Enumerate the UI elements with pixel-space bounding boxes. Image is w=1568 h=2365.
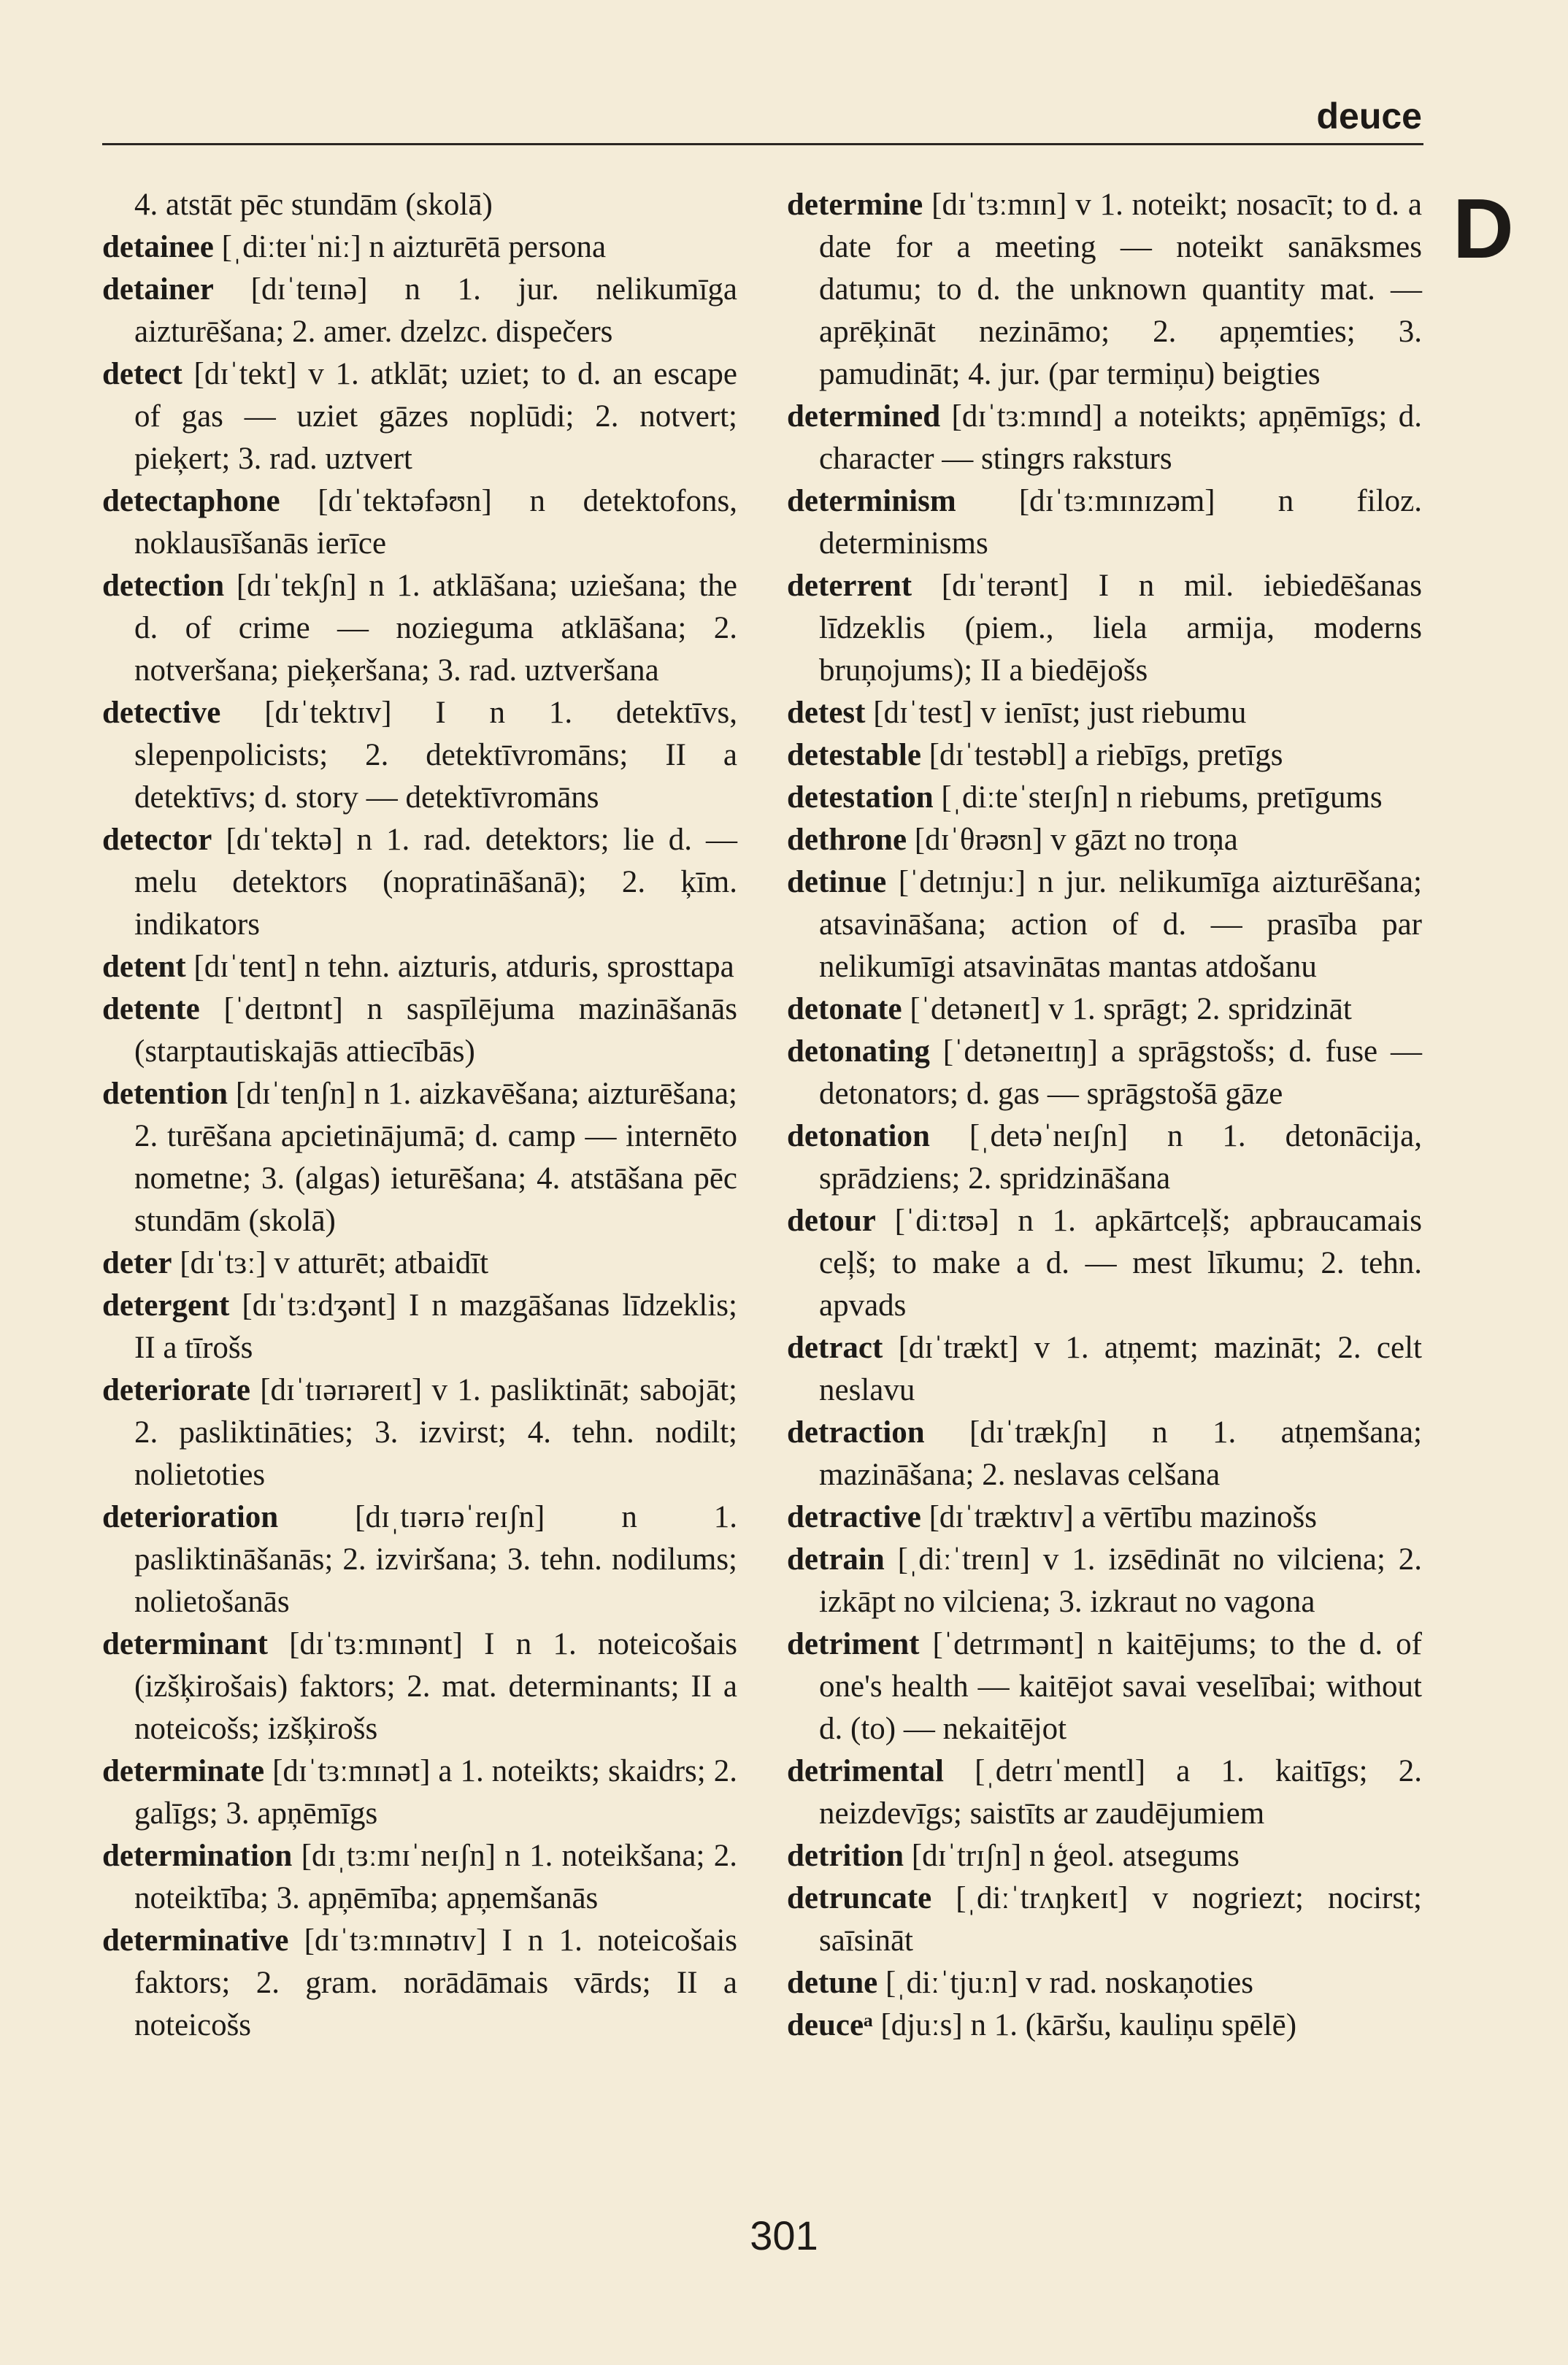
entry-pronunciation: [ˌdiːteˈsteɪʃn] bbox=[933, 780, 1109, 815]
entry-headword: detection bbox=[102, 569, 225, 603]
entry-headword: detraction bbox=[787, 1415, 925, 1450]
dictionary-entry bbox=[102, 565, 737, 692]
entry-definition: a sprāgstošs; d. fuse — detonators; d. gas — sprāgstošā gāze bbox=[819, 1034, 1422, 1111]
entry-definition: n jur. nelikumīga aizturēšana; atsavināšana; action of d. — prasība par nelikumīgi atsavinātas mantas atdošanu bbox=[819, 865, 1422, 984]
dictionary-entry bbox=[787, 777, 1422, 819]
entry-definition: n 1. detonācija, sprādziens; 2. spridzināšana bbox=[819, 1119, 1423, 1196]
entry-pronunciation: [ˈdetrɪmənt] bbox=[919, 1627, 1085, 1661]
entry-definition: n riebums, pretīgums bbox=[1108, 780, 1383, 815]
entry-headword: determine bbox=[787, 188, 923, 222]
dictionary-entry bbox=[787, 1412, 1422, 1496]
entry-definition: v 1. atņemt; mazināt; 2. celt neslavu bbox=[819, 1331, 1422, 1407]
dictionary-entry bbox=[787, 1327, 1422, 1412]
entry-pronunciation: [dɪˈtɜːmɪnd] bbox=[940, 399, 1103, 434]
dictionary-entry bbox=[787, 1115, 1422, 1200]
entry-pronunciation: [dɪˈtɜːmɪnətɪv] bbox=[288, 1923, 487, 1958]
entry-headword: detention bbox=[102, 1077, 228, 1111]
page-number: 301 bbox=[750, 2212, 818, 2258]
right-column bbox=[787, 184, 1422, 2047]
dictionary-entry bbox=[102, 1285, 737, 1369]
entry-definition: n 1. pasliktināšanās; 2. izviršana; 3. tehn. nodilums; nolietošanās bbox=[134, 1500, 737, 1619]
entry-pronunciation: [dɪˈtrækʃn] bbox=[924, 1415, 1107, 1450]
dictionary-entry bbox=[102, 988, 737, 1073]
dictionary-entry bbox=[102, 1369, 737, 1496]
entry-pronunciation: [ˌdetrɪˈmentl] bbox=[943, 1754, 1146, 1788]
entry-definition: I n mil. iebiedēšanas līdzeklis (piem., liela armija, moderns bruņojums); II a biedējošs bbox=[819, 569, 1422, 688]
entry-continuation bbox=[102, 184, 737, 226]
entry-headword: detract bbox=[787, 1331, 883, 1365]
entry-pronunciation: [ˌdiːˈtreɪn] bbox=[884, 1542, 1031, 1577]
entry-pronunciation: [dɪˈtɜː] bbox=[172, 1246, 266, 1280]
entry-pronunciation: [ˈdetɪnjuː] bbox=[886, 865, 1026, 899]
entry-definition: n 1. aizkavēšana; aizturēšana; 2. turēšana apcietinājumā; d. camp — internēto nometne; 3. (algas) ieturēšana; 4. atstāšana pēc stundām (skolā) bbox=[134, 1077, 737, 1238]
entry-headword: determined bbox=[787, 399, 941, 434]
entry-definition: n aizturētā persona bbox=[361, 230, 607, 264]
dictionary-entry bbox=[787, 988, 1422, 1031]
dictionary-entry bbox=[102, 353, 737, 480]
dictionary-entry bbox=[102, 1242, 737, 1285]
entry-headword: detune bbox=[787, 1966, 878, 2000]
entry-definition: n kaitējums; to the d. of one's health — kaitējot savai veselībai; without d. (to) — nekaitējot bbox=[819, 1627, 1422, 1746]
entry-definition: n 1. (kāršu, kauliņu spēlē) bbox=[962, 2008, 1297, 2042]
entry-pronunciation: [dɪˈtenʃn] bbox=[228, 1077, 356, 1111]
dictionary-entry bbox=[787, 1962, 1422, 2004]
entry-pronunciation: [dɪˈtektəfəʊn] bbox=[280, 484, 492, 518]
entry-headword: determinative bbox=[102, 1923, 289, 1958]
entry-definition: v rad. noskaņoties bbox=[1018, 1966, 1253, 2000]
dictionary-entry bbox=[102, 946, 737, 988]
entry-headword: determinism bbox=[787, 484, 956, 518]
entry-pronunciation: [dɪˈtɜːmɪnɪzəm] bbox=[956, 484, 1215, 518]
entry-definition: a 1. kaitīgs; 2. neizdevīgs; saistīts ar zaudējumiem bbox=[819, 1754, 1422, 1831]
dictionary-entry bbox=[787, 1496, 1422, 1539]
dictionary-entry bbox=[787, 565, 1422, 692]
entry-pronunciation: [dɪˈtestəbl] bbox=[921, 738, 1067, 772]
entry-pronunciation: [dɪˈtektɪv] bbox=[220, 696, 392, 730]
entry-pronunciation: [djuːs] bbox=[872, 2008, 963, 2042]
entry-headword: detent bbox=[102, 950, 186, 984]
entry-pronunciation: [dɪˈtektə] bbox=[212, 823, 343, 857]
entry-pronunciation: [ˌdiːteɪˈniː] bbox=[213, 230, 361, 264]
entry-definition: 4. atstāt pēc stundām (skolā) bbox=[134, 188, 493, 222]
entry-definition: a noteikts; apņēmīgs; d. character — stingrs raksturs bbox=[819, 399, 1423, 476]
entry-pronunciation: [dɪˈtrækt] bbox=[883, 1331, 1019, 1365]
entry-definition: n filoz. determinisms bbox=[819, 484, 1422, 561]
entry-headword: detainee bbox=[102, 230, 214, 264]
left-column bbox=[102, 184, 737, 2047]
entry-pronunciation: [ˌdiːˈtjuːn] bbox=[877, 1966, 1018, 2000]
dictionary-entry bbox=[787, 1623, 1422, 1750]
entry-definition: I n 1. noteicošais (izšķirošais) faktors; 2. mat. determinants; II a noteicošs; izšķirošs bbox=[134, 1627, 737, 1746]
dictionary-entry bbox=[787, 1835, 1422, 1877]
dictionary-entry bbox=[102, 1835, 737, 1920]
entry-pronunciation: [dɪˈtɜːmɪn] bbox=[923, 188, 1067, 222]
entry-pronunciation: [dɪˈtræktɪv] bbox=[921, 1500, 1074, 1534]
dictionary-entry bbox=[787, 480, 1422, 565]
entry-definition: n 1. rad. detektors; lie d. — melu detektors (nopratināšanā); 2. ķīm. indikators bbox=[134, 823, 737, 942]
entry-headword: detector bbox=[102, 823, 212, 857]
entry-pronunciation: [ˈdetəneɪtɪŋ] bbox=[929, 1034, 1099, 1069]
entry-headword: detonation bbox=[787, 1119, 930, 1153]
dictionary-entry bbox=[102, 692, 737, 819]
dictionary-entry bbox=[787, 1200, 1422, 1327]
entry-definition: v 1. pasliktināt; sabojāt; 2. pasliktināties; 3. izvirst; 4. tehn. nodilt; nolietoties bbox=[134, 1373, 737, 1492]
entry-definition: n 1. apkārtceļš; apbraucamais ceļš; to make a d. — mest līkumu; 2. tehn. apvads bbox=[819, 1204, 1422, 1323]
dictionary-entry bbox=[102, 1750, 737, 1835]
entry-definition: n 1. atņemšana; mazināšana; 2. neslavas celšana bbox=[819, 1415, 1422, 1492]
entry-pronunciation: [dɪˈθrəʊn] bbox=[907, 823, 1043, 857]
entry-pronunciation: [ˈdeɪtɒnt] bbox=[199, 992, 343, 1026]
entry-headword: detonate bbox=[787, 992, 902, 1026]
dictionary-entry bbox=[102, 226, 737, 269]
entry-pronunciation: [ˌdetəˈneɪʃn] bbox=[929, 1119, 1129, 1153]
entry-headword: detrain bbox=[787, 1542, 885, 1577]
entry-headword: deuceᵃ bbox=[787, 2008, 873, 2042]
header-rule bbox=[102, 143, 1423, 145]
entry-definition: v gāzt no troņa bbox=[1042, 823, 1238, 857]
entry-definition: a vērtību mazinošs bbox=[1073, 1500, 1318, 1534]
entry-headword: detainer bbox=[102, 272, 214, 307]
entry-pronunciation: [dɪˈtrɪʃn] bbox=[904, 1839, 1022, 1873]
dictionary-entry bbox=[102, 1496, 737, 1623]
entry-headword: detestation bbox=[787, 780, 934, 815]
entry-headword: detinue bbox=[787, 865, 887, 899]
entry-pronunciation: [dɪˈtɜːmɪnət] bbox=[264, 1754, 431, 1788]
entry-definition: n 1. jur. nelikumīga aizturēšana; 2. amer. dzelzc. dispečers bbox=[134, 272, 737, 349]
dictionary-entry bbox=[102, 480, 737, 565]
entry-headword: detriment bbox=[787, 1627, 920, 1661]
entry-pronunciation: [ˈdiːtʊə] bbox=[875, 1204, 999, 1238]
entry-definition: I n 1. detektīvs, slepenpolicists; 2. detektīvromāns; II a detektīvs; d. story — detektīvromāns bbox=[134, 696, 737, 815]
entry-headword: deteriorate bbox=[102, 1373, 250, 1407]
dictionary-entry bbox=[102, 1920, 737, 2047]
entry-headword: detour bbox=[787, 1204, 876, 1238]
entry-headword: detente bbox=[102, 992, 200, 1026]
entry-pronunciation: [dɪˈteɪnə] bbox=[213, 272, 368, 307]
dictionary-entry bbox=[102, 1623, 737, 1750]
dictionary-entry bbox=[102, 1073, 737, 1242]
entry-definition: n detektofons, noklausīšanās ierīce bbox=[134, 484, 737, 561]
entry-headword: detruncate bbox=[787, 1881, 932, 1915]
entry-headword: detonating bbox=[787, 1034, 930, 1069]
entry-headword: detestable bbox=[787, 738, 921, 772]
entry-definition: I n 1. noteicošais faktors; 2. gram. norādāmais vārds; II a noteicošs bbox=[134, 1923, 737, 2042]
dictionary-entry bbox=[787, 184, 1422, 396]
entry-pronunciation: [dɪˈtekʃn] bbox=[224, 569, 357, 603]
dictionary-entry bbox=[102, 269, 737, 353]
dictionary-entry bbox=[102, 819, 737, 946]
entry-definition: n 1. noteikšana; 2. noteiktība; 3. apņēmība; apņemšanās bbox=[134, 1839, 737, 1915]
entry-definition: n tehn. aizturis, atduris, sprosttapa bbox=[296, 950, 734, 984]
entry-headword: detrimental bbox=[787, 1754, 944, 1788]
entry-headword: detect bbox=[102, 357, 182, 391]
entry-pronunciation: [dɪˈtɜːmɪnənt] bbox=[267, 1627, 463, 1661]
entry-definition: n 1. atklāšana; uziešana; the d. of crime — nozieguma atklāšana; 2. notveršana; pieķeršana; 3. rad. uztveršana bbox=[134, 569, 737, 688]
entry-headword: dethrone bbox=[787, 823, 907, 857]
entry-headword: detectaphone bbox=[102, 484, 280, 518]
dictionary-entry bbox=[787, 1750, 1422, 1835]
entry-definition: v 1. sprāgt; 2. spridzināt bbox=[1040, 992, 1352, 1026]
entry-pronunciation: [dɪˈterənt] bbox=[912, 569, 1069, 603]
entry-headword: detrition bbox=[787, 1839, 904, 1873]
entry-definition: v ienīst; just riebumu bbox=[972, 696, 1247, 730]
entry-headword: determination bbox=[102, 1839, 293, 1873]
entry-headword: deterioration bbox=[102, 1500, 279, 1534]
entry-pronunciation: [ˈdetəneɪt] bbox=[902, 992, 1041, 1026]
entry-headword: detest bbox=[787, 696, 866, 730]
entry-definition: a 1. noteikts; skaidrs; 2. galīgs; 3. apņēmīgs bbox=[134, 1754, 737, 1831]
dictionary-entry bbox=[787, 734, 1422, 777]
dictionary-entry bbox=[787, 2004, 1422, 2047]
entry-headword: detractive bbox=[787, 1500, 921, 1534]
entry-definition: v 1. noteikt; nosacīt; to d. a date for a meeting — noteikt sanāksmes datumu; to d. the unknown quantity mat. — aprēķināt nezināmo; 2. apņemties; 3. pamudināt; 4. jur. (par termiņu) beigties bbox=[819, 188, 1422, 391]
entry-headword: detective bbox=[102, 696, 221, 730]
entry-definition: v 1. izsēdināt no vilciena; 2. izkāpt no vilciena; 3. izkraut no vagona bbox=[819, 1542, 1422, 1619]
entry-headword: detergent bbox=[102, 1288, 230, 1323]
entry-pronunciation: [dɪˌtɪərɪəˈreɪʃn] bbox=[278, 1500, 545, 1534]
dictionary-entry bbox=[787, 396, 1422, 480]
entry-definition: v nogriezt; nocirst; saīsināt bbox=[819, 1881, 1423, 1958]
entry-headword: deterrent bbox=[787, 569, 912, 603]
entry-definition: I n mazgāšanas līdzeklis; II a tīrošs bbox=[134, 1288, 737, 1365]
dictionary-entry bbox=[787, 1877, 1422, 1962]
entry-pronunciation: [ˌdiːˈtrʌŋkeɪt] bbox=[931, 1881, 1129, 1915]
entry-pronunciation: [dɪˌtɜːmɪˈneɪʃn] bbox=[292, 1839, 496, 1873]
entry-headword: determinant bbox=[102, 1627, 268, 1661]
entry-pronunciation: [dɪˈtest] bbox=[865, 696, 973, 730]
letter-tab: D bbox=[1453, 181, 1514, 276]
dictionary-entry bbox=[787, 1539, 1422, 1623]
entry-headword: determinate bbox=[102, 1754, 265, 1788]
dictionary-entry bbox=[787, 1031, 1422, 1115]
entry-pronunciation: [dɪˈtekt] bbox=[182, 357, 297, 391]
entry-pronunciation: [dɪˈtɪərɪəreɪt] bbox=[250, 1373, 423, 1407]
dictionary-entry bbox=[787, 861, 1422, 988]
entry-definition: v 1. atklāt; uziet; to d. an escape of gas — uziet gāzes noplūdi; 2. notvert; pieķert; 3. rad. uztvert bbox=[134, 357, 738, 476]
entry-pronunciation: [dɪˈtɜːdʒənt] bbox=[229, 1288, 396, 1323]
entry-definition: a riebīgs, pretīgs bbox=[1067, 738, 1283, 772]
entry-definition: v atturēt; atbaidīt bbox=[266, 1246, 489, 1280]
entry-headword: deter bbox=[102, 1246, 172, 1280]
entry-pronunciation: [dɪˈtent] bbox=[185, 950, 297, 984]
guideword: deuce bbox=[1316, 96, 1422, 136]
entry-definition: n saspīlējuma mazināšanās (starptautiskajās attiecībās) bbox=[134, 992, 737, 1069]
dictionary-entry bbox=[787, 819, 1422, 861]
dictionary-entry bbox=[787, 692, 1422, 734]
entry-definition: n ģeol. atsegums bbox=[1021, 1839, 1240, 1873]
